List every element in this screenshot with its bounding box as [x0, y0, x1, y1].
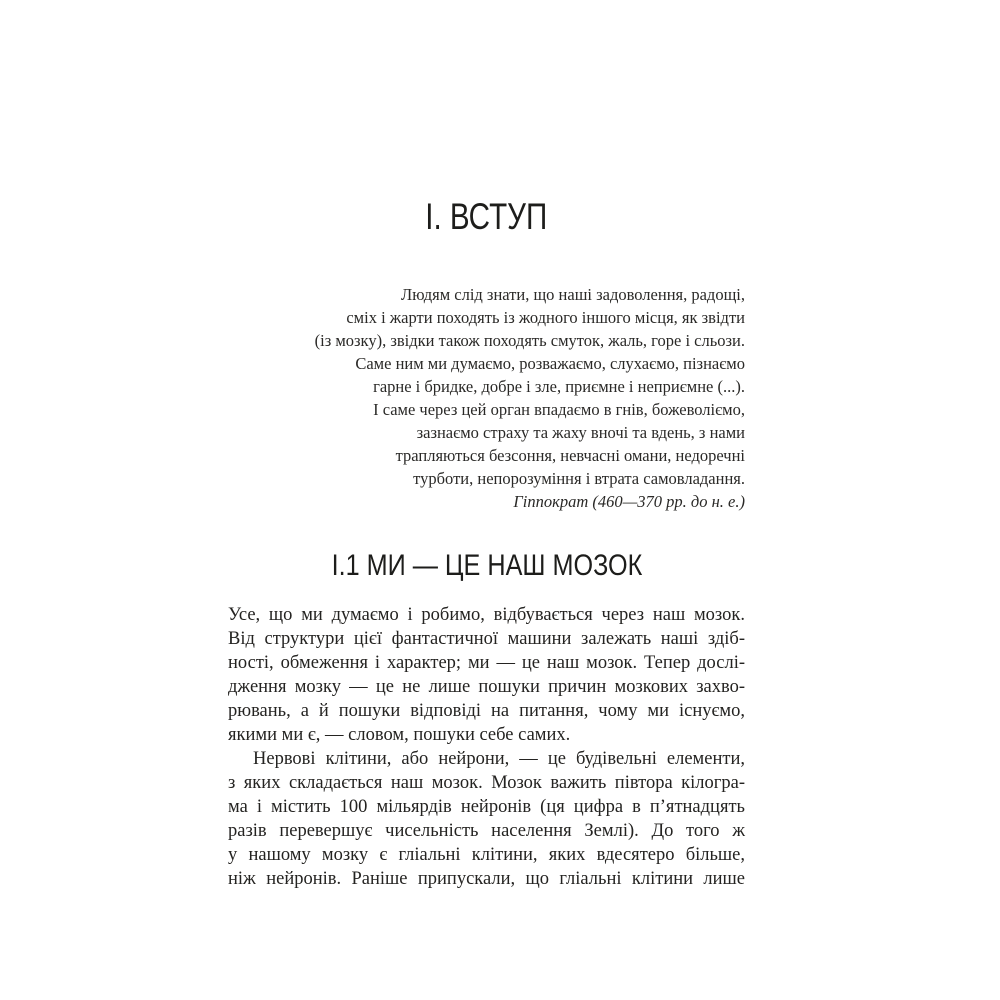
epigraph-line: Саме ним ми думаємо, розважаємо, слухаємо, пізнаємо [355, 354, 745, 373]
body-line: ма і містить 100 мільярдів нейронів (ця цифра в п’ятнадцять [228, 797, 745, 817]
body-line: Усе, що ми думаємо і робимо, відбувається через наш мозок. [228, 605, 745, 625]
body-line: якими ми є, — словом, пошуки себе самих. [228, 725, 571, 745]
body-line: з яких складається наш мозок. Мозок важить півтора кілогра- [228, 773, 745, 793]
epigraph-line: сміх і жарти походять із жодного іншого місця, як звідти [346, 308, 745, 327]
body-line: рювань, а й пошуки відповіді на питання, чому ми існуємо, [228, 701, 745, 721]
body-line: дження мозку — це не лише пошуки причин мозкових захво- [228, 677, 745, 697]
epigraph-line: І саме через цей орган впадаємо в гнів, божеволіємо, [373, 400, 745, 419]
body-line: ніж нейронів. Раніше припускали, що гліальні клітини лише [228, 869, 745, 889]
epigraph-line: турботи, непорозуміння і втрата самовладання. [413, 469, 745, 488]
epigraph-line: зазнаємо страху та жаху вночі та вдень, з нами [416, 423, 745, 442]
paragraph-1 [228, 603, 745, 747]
chapter-title-text: І. ВСТУП [425, 196, 548, 237]
epigraph-line: гарне і бридке, добре і зле, приємне і неприємне (...). [373, 377, 745, 396]
epigraph-attribution: Гіппократ (460—370 рр. до н. е.) [513, 492, 745, 511]
section-heading-text: І.1 МИ — ЦЕ НАШ МОЗОК [331, 549, 642, 582]
body-line: разів перевершує чисельність населення Землі). До того ж [228, 821, 745, 841]
body-line: у нашому мозку є гліальні клітини, яких вдесятеро більше, [228, 845, 745, 865]
epigraph-line: Людям слід знати, що наші задоволення, радощі, [401, 285, 745, 304]
epigraph [228, 283, 745, 513]
body-text [228, 603, 745, 891]
body-line: Нервові клітини, або нейрони, — це будівельні елементи, [253, 749, 745, 769]
epigraph-line: трапляються безсоння, невчасні омани, недоречні [395, 446, 745, 465]
section-heading [228, 549, 745, 583]
chapter-title [228, 196, 745, 238]
body-line: Від структури цієї фантастичної машини залежать наші здіб- [228, 629, 745, 649]
paragraph-2 [228, 747, 745, 891]
epigraph-line: (із мозку), звідки також походять смуток, жаль, горе і сльози. [314, 331, 745, 350]
body-line: ності, обмеження і характер; ми — це наш мозок. Тепер дослі- [228, 653, 745, 673]
